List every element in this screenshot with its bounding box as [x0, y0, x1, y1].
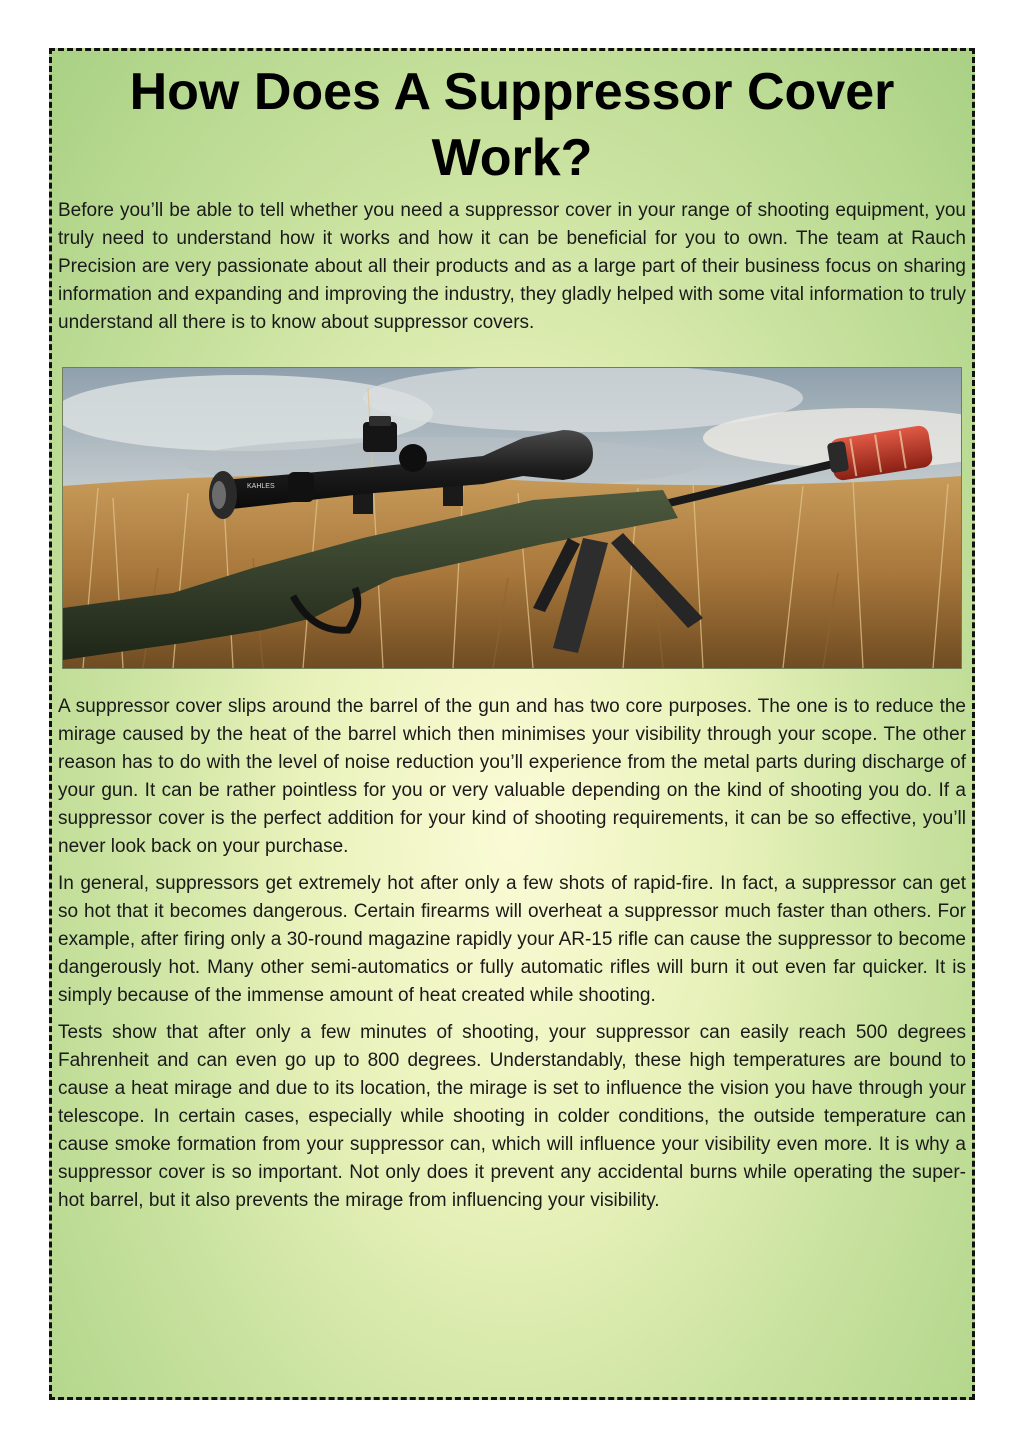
body-paragraph-3: Tests show that after only a few minutes of shooting, your suppressor can easily reach 500 degrees Fahrenheit and can even go up to 800 degrees. Understandably, these high temperatures are bound to cause a heat mirage and due to its location, the mirage is set to influence the vision you have through your telescope. In certain cases, especially while shooting in colder conditions, the outside temperature can cause smoke formation from your suppressor can, which will influence your visibility even more. It is why a suppressor cover is so important. Not only does it prevent any accidental burns while operating the super-hot barrel, but it also prevents the mirage from influencing your visibility.: [58, 1022, 966, 1211]
intro-paragraph: Before you’ll be able to tell whether you need a suppressor cover in your range of shooting equipment, you truly need to understand how it works and how it can be beneficial for you to own. The team at Rauch Precision are very passionate about all their products and as a large part of their business focus on sharing information and expanding and improving the industry, they gladly helped with some vital information to truly understand all there is to know about suppressor covers.: [58, 200, 966, 333]
rifle-photo: [62, 367, 962, 669]
body-paragraph-1: A suppressor cover slips around the barrel of the gun and has two core purposes. The one is to reduce the mirage caused by the heat of the barrel which then minimises your visibility through your scope. The other reason has to do with the level of noise reduction you’ll experience from the metal parts during discharge of your gun. It can be rather pointless for you or very valuable depending on the kind of shooting you do. If a suppressor cover is the perfect addition for your kind of shooting requirements, it can be so effective, you’ll never look back on your purchase.: [58, 696, 966, 857]
scope-brand-text: KAHLES: [247, 483, 275, 490]
page-frame: [49, 48, 975, 1400]
body-paragraph-2: In general, suppressors get extremely hot after only a few shots of rapid-fire. In fact, a suppressor can get so hot that it becomes dangerous. Certain firearms will overheat a suppressor much faster than others. For example, after firing only a 30-round magazine rapidly your AR-15 rifle can cause the suppressor to become dangerously hot. Many other semi-automatics or fully automatic rifles will burn it out even far quicker. It is simply because of the immense amount of heat created while shooting.: [58, 873, 966, 1006]
page-title: How Does A Suppressor Cover Work?: [129, 63, 895, 187]
